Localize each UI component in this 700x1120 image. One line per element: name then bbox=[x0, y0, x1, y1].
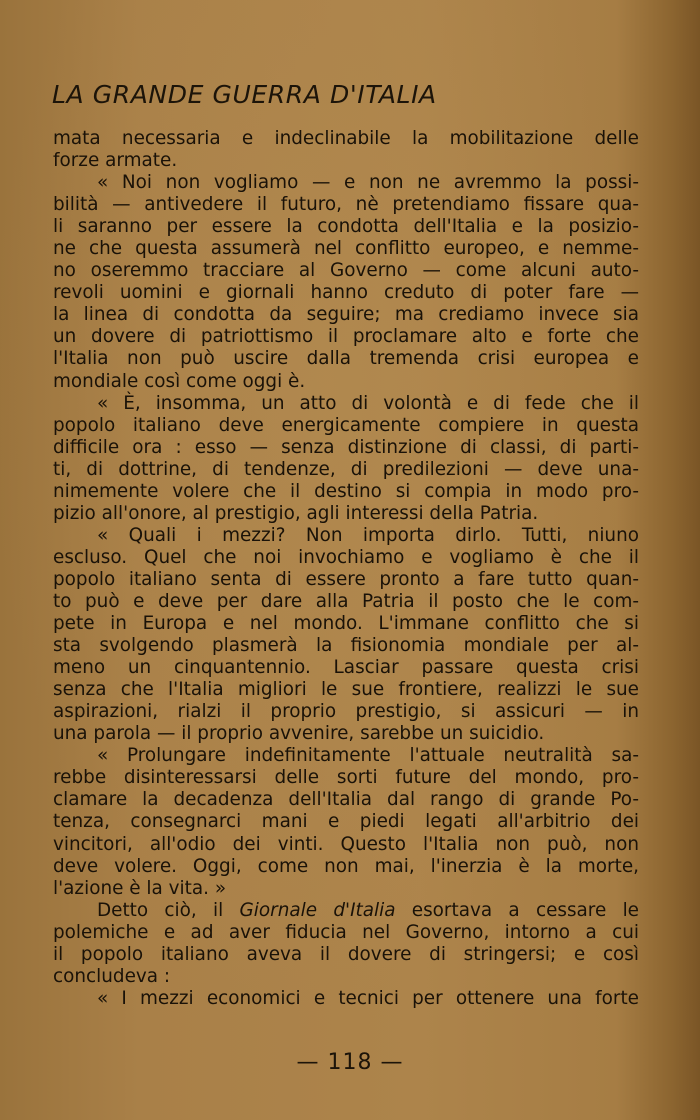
text-line: ne che questa assumerà nel conflitto europeo, e nemme- bbox=[53, 238, 639, 260]
text-line: sta svolgendo plasmerà la fisionomia mondiale per al- bbox=[53, 635, 639, 657]
text-line: nimemente volere che il destino si compia in modo pro- bbox=[53, 480, 639, 502]
text-line: l'azione è la vita. » bbox=[53, 877, 227, 899]
running-head: LA GRANDE GUERRA D'ITALIA bbox=[52, 80, 437, 109]
text-line: senza che l'Italia migliori le sue frontiere, realizzi le sue bbox=[53, 679, 639, 701]
text-line: mata necessaria e indeclinabile la mobilitazione delle bbox=[53, 128, 639, 149]
text-line: « I mezzi economici e tecnici per ottenere una forte bbox=[97, 987, 639, 1009]
text-line: « Quali i mezzi? Non importa dirlo. Tutti, niuno bbox=[97, 524, 639, 546]
page-number: — 118 — bbox=[296, 1050, 404, 1075]
text-line: un dovere di patriottismo il proclamare alto e forte che bbox=[53, 326, 639, 348]
text-line: difficile ora : esso — senza distinzione di classi, di parti- bbox=[53, 436, 639, 458]
text-line: revoli uomini e giornali hanno creduto di poter fare — bbox=[53, 282, 639, 304]
text-line: « Noi non vogliamo — e non ne avremmo la possi- bbox=[97, 172, 639, 194]
text-line: aspirazioni, rialzi il proprio prestigio, si assicuri — in bbox=[53, 701, 639, 723]
text-line: vincitori, all'odio dei vinti. Questo l'Italia non può, non bbox=[53, 833, 639, 855]
text-line: deve volere. Oggi, come non mai, l'inerzia è la morte, bbox=[53, 855, 639, 877]
text-line: meno un cinquantennio. Lasciar passare questa crisi bbox=[53, 657, 639, 679]
text-line: tenza, consegnarci mani e piedi legati all'arbitrio dei bbox=[53, 811, 639, 833]
text-line: pizio all'onore, al prestigio, agli interessi della Patria. bbox=[53, 502, 539, 524]
text-line: mondiale così come oggi è. bbox=[53, 370, 306, 392]
text-line: il popolo italiano aveva il dovere di stringersi; e così bbox=[53, 943, 639, 965]
text-line: « È, insomma, un atto di volontà e di fede che il bbox=[97, 392, 639, 414]
text-line: una parola — il proprio avvenire, sarebbe un suicidio. bbox=[53, 723, 545, 745]
text-line: popolo italiano senta di essere pronto a fare tutto quan- bbox=[53, 568, 639, 590]
text-line: clamare la decadenza dell'Italia dal rango di grande Po- bbox=[53, 789, 639, 811]
text-line: li saranno per essere la condotta dell'Italia e la posizio- bbox=[53, 216, 639, 238]
text-line: la linea di condotta da seguire; ma crediamo invece sia bbox=[53, 304, 639, 326]
text-line: no oseremmo tracciare al Governo — come alcuni auto- bbox=[53, 260, 639, 282]
text-line: bilità — antivedere il futuro, nè pretendiamo fissare qua- bbox=[53, 194, 639, 216]
text-line: pete in Europa e nel mondo. L'immane conflitto che si bbox=[53, 613, 639, 635]
text-line: Detto ciò, il Giornale d'Italia esortava a cessare le bbox=[97, 899, 639, 921]
text-line: ti, di dottrine, di tendenze, di predilezioni — deve una- bbox=[53, 458, 639, 480]
text-line: escluso. Quel che noi invochiamo e vogliamo è che il bbox=[53, 546, 639, 568]
text-line: « Prolungare indefinitamente l'attuale neutralità sa- bbox=[97, 745, 639, 767]
text-line: to può e deve per dare alla Patria il posto che le com- bbox=[53, 590, 639, 612]
text-line: popolo italiano deve energicamente compiere in questa bbox=[53, 414, 639, 436]
text-line: forze armate. bbox=[53, 150, 178, 172]
text-line: polemiche e ad aver fiducia nel Governo, intorno a cui bbox=[53, 921, 639, 943]
text-line: rebbe disinteressarsi delle sorti future del mondo, pro- bbox=[53, 767, 639, 789]
newspaper-title: Giornale d'Italia bbox=[239, 899, 396, 921]
text-line: l'Italia non può uscire dalla tremenda crisi europea e bbox=[53, 348, 639, 370]
body-text bbox=[53, 128, 639, 1010]
text-line: concludeva : bbox=[53, 965, 171, 987]
